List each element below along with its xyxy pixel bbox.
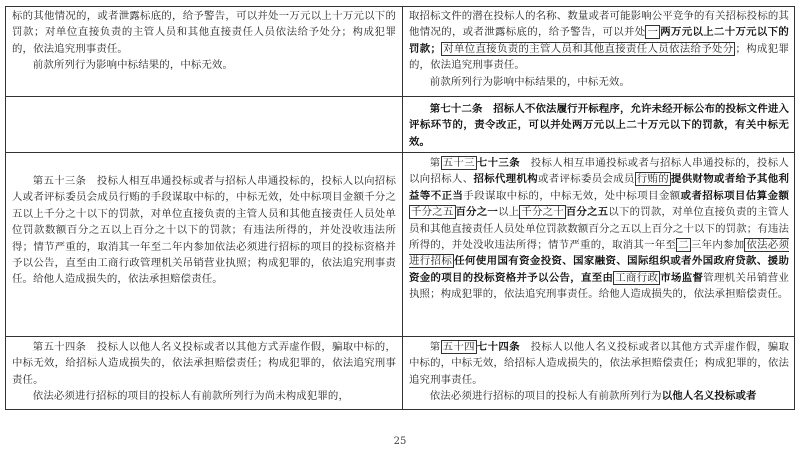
added-text: 两万元以上二十万元以下的罚款； [409, 26, 789, 55]
row2-right-cell [403, 101, 795, 152]
row-divider [6, 96, 794, 97]
row1-right-para1: 取招标文件的潜在投标人的名称、数量或者可能影响公平竞争的有关招标投标的其他情况的，或者泄露标底的，给予警告，可以并处 一 两万元以上二十万元以下的罚款； 对单位直接负责的主管人员和其他直接责任人员依法给予处分 ；构成犯罪的，依法追究刑事责任。 [409, 10, 790, 72]
deleted-text-box: 二 [678, 239, 689, 252]
deleted-text-box: 依法必须进行招标 [409, 239, 790, 268]
row-divider [6, 336, 794, 337]
deleted-text-box: 五十三 [442, 157, 475, 169]
added-text: 市场监督 [660, 271, 704, 284]
row1-left-para2: 前款所列行为影响中标结果的，中标无效。 [32, 59, 234, 72]
row1-right-para2: 前款所列行为影响中标结果的，中标无效。 [429, 75, 631, 88]
row-divider [6, 152, 794, 153]
row3-left-cell [6, 173, 402, 336]
deleted-text-box: 千分之十 [521, 206, 564, 219]
deleted-text-box: 对单位直接负责的主管人员和其他直接责任人员依法给予处分 [443, 42, 734, 55]
row4-right-cell [403, 339, 795, 410]
row3-right-cell [403, 155, 795, 336]
article-53-old-text: 第五十三条 投标人相互串通投标或者与招标人串通投标的，投标人以向招标人或者评标委员会成员行贿的手段谋取中标的，中标无效，处中标项目金额千分之五以上千分之十以下的罚款，对单位直接负责的主管人员和其他直接责任人员处单位罚款数额百分之五以上百分之十以下的罚款；有违法所得的，并处没收违法所得；情节严重的，取消其一年至二年内参加依法必须进行招标的项目的投标资格并予以公告，直至由工商行政管理机关吊销营业执照；构成犯罪的，依法追究刑事责任。给他人造成损失的，依法承担赔偿责任。 [12, 175, 396, 286]
article-54-old-para1: 第五十四条 投标人以他人名义投标或者以其他方式弄虚作假，骗取中标的，中标无效，给招标人造成损失的，依法承担赔偿责任；构成犯罪的，依法追究刑事责任。 [12, 341, 396, 386]
row1-left-para1: 标的其他情况的，或者泄露标底的，给予警告，可以并处一万元以上十万元以下的罚款；对单位直接负责的主管人员和其他直接责任人员依法给予处分；构成犯罪的，依法追究刑事责任。 [12, 10, 396, 55]
article-74-new-para2: 依法必须进行招标的项目的投标人有前款所列行为以他人名义投标或者 [429, 390, 757, 403]
article-54-old-para2: 依法必须进行招标的项目的投标人有前款所列行为尚未构成犯罪的， [32, 390, 350, 403]
row1-right-cell [403, 8, 795, 96]
added-text: 以他人名义投标或者 [661, 390, 757, 403]
deleted-text-box: 一 [647, 26, 659, 39]
deleted-text-box: 行贿的 [636, 173, 669, 186]
deleted-text-box: 五十四 [442, 341, 475, 353]
added-text: 任何使用国有资金投资、国家融资、国际组织或者外国政府贷款、援助资金的项目的投标资格并予以公告，直至由 [409, 255, 789, 284]
deleted-text-box: 千分之五 [411, 206, 454, 219]
article-74-new-para1: 第 五十四 七十四条 投标人以他人名义投标或者以其他方式弄虚作假，骗取中标的，中标无效，给招标人造成损失的，依法承担赔偿责任；构成犯罪的，依法追究刑事责任。 [409, 341, 790, 386]
added-text: 提供财物或者给予其他利益等不正当 [409, 173, 790, 202]
deleted-text-box: 工商行政 [615, 271, 659, 284]
article-72-text: 第七十二条 招标人不依法履行开标程序，允许未经开标公布的投标文件进入评标环节的，责令改正，可以并处两万元以上二十万元以下的罚款，有关中标无效。 [409, 103, 789, 148]
added-text: 百分之一 [455, 206, 499, 219]
added-text: 或者招标项目估算金额 [680, 189, 790, 202]
page-number: 25 [393, 436, 407, 447]
article-73-new-text: 第 五十三 七十三条 投标人相互串通投标或者与招标人串通投标的，投标人以向招标人、招标代理机构或者评标委员会成员 行贿的 提供财物或者给予其他利益等不正当手段谋取中标的，中标无效，处中标项目金额或者招标项目估算金额千分之五 百分之一以上 千分之十 百分之五以下的罚款，对单位直接负责的主管人员和其他直接责任人员处单位罚款数额百分之五以上百分之十以下的罚款；有违法所得的，并处没收违法所得；情节严重的，取消其一年至 二 三年内参加 依法必须进行招标 任何使用国有资金投资、国家融资、国际组织或者外国政府贷款、援助资金的项目的投标资格并予以公告，直至由 工商行政 市场监督管理机关吊销营业执照；构成犯罪的，依法追究刑事责任。给他人造成损失的，依法承担赔偿责任。 [409, 157, 790, 301]
row1-left-cell [6, 8, 402, 96]
added-text: 百分之五 [565, 206, 609, 219]
added-text: 招标代理机构 [473, 173, 538, 186]
row4-left-cell [6, 339, 402, 410]
comparison-table [5, 6, 795, 410]
